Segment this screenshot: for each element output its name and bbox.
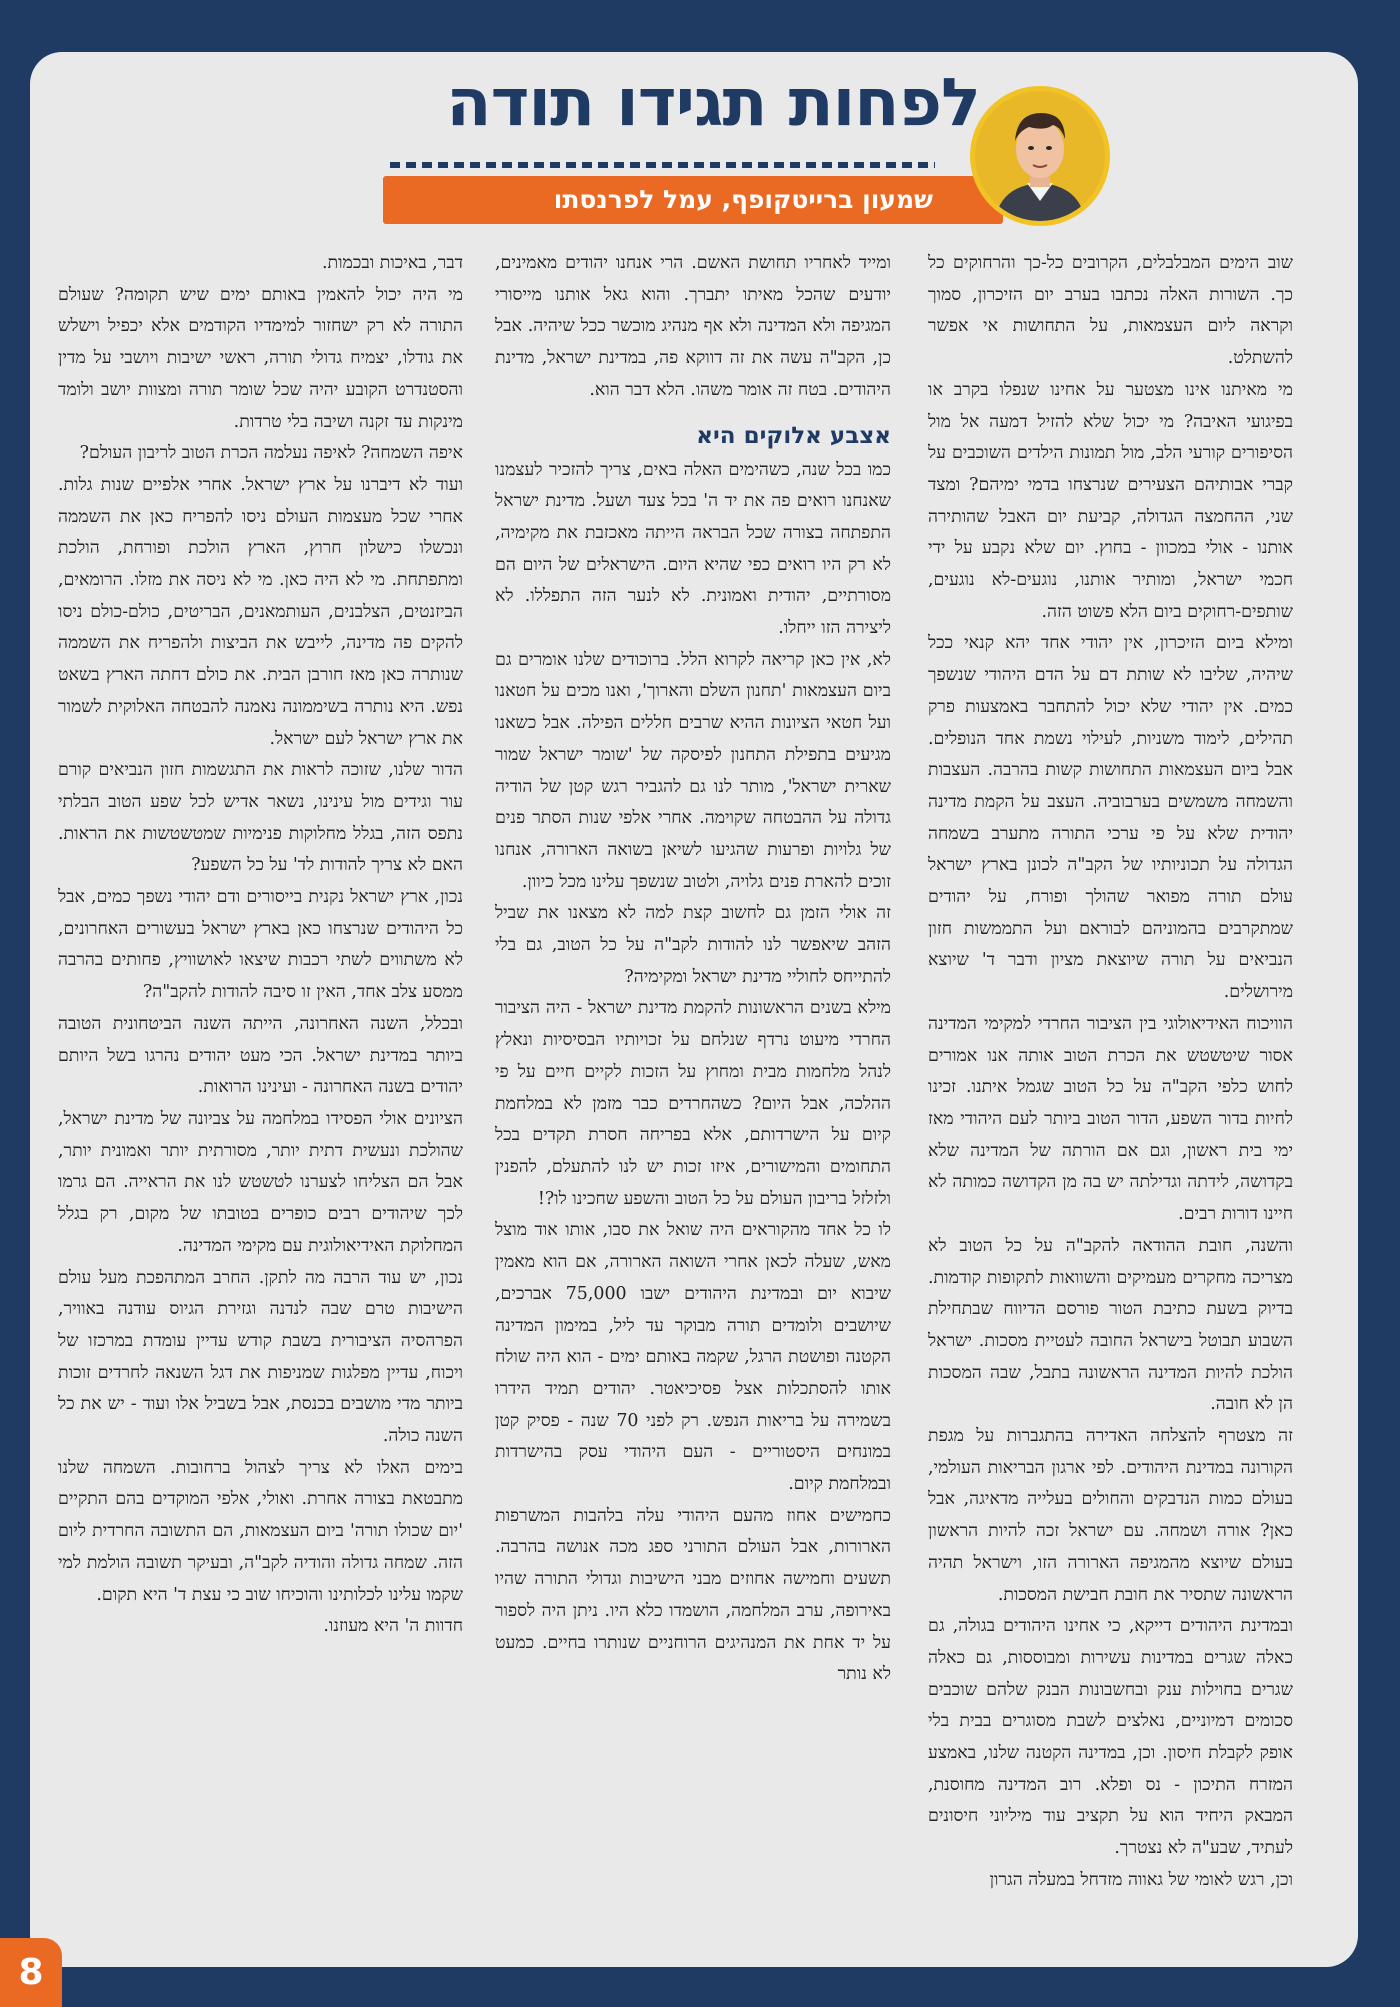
page-number: 8 <box>0 1938 62 2007</box>
paragraph: מי מאיתנו אינו מצטער על אחינו שנפלו בקרב או בפיגועי האיבה? מי יכול שלא להזיל דמעה אל מול הסיפורים קורעי הלב, מול תמונות הילדים השוכבים על קברי אבותיהם הצעירים שנרצחו בדמי ימיהם? ומצד שני, ההחמצה הגדולה, קביעת יום האבל שהותירה אותנו - אולי במכוון - בחוץ. יום שלא נקבע על ידי חכמי ישראל, ומותיר אותנו, נוגעים-לא נוגעים, שותפים-רחוקים ביום הלא פשוט הזה. <box>928 379 1293 622</box>
paragraph: וכן, רגש לאומי של גאווה מזדחל במעלה הגרון <box>989 1869 1293 1890</box>
paragraph: ועוד לא דיברנו על ארץ ישראל. אחרי אלפיים שנות גלות. אחרי שכל מעצמות העולם ניסו להפריח כאן את השממה ונכשלו כישלון חרוץ, הארץ הולכת ופורחת, הולכת ומתפתחת. מי לא היה כאן. מי לא ניסה את מזלו. הרומאים, הביזנטים, הצלבנים, העותמאנים, הבריטים, כולם-כולם ניסו להקים פה מדינה, לייבש את הביצות ולהפריח את השממה שנותרה כאן מאז חורבן הבית. את כולם דחתה הארץ בשאט נפש. היא נותרה בשיממונה נאמנה להבטחה האלוקית לשמור את ארץ ישראל לעם ישראל. <box>58 474 463 749</box>
article-title: לפחות תגידו תודה <box>446 64 980 141</box>
paragraph: לו כל אחד מהקוראים היה שואל את סבו, אותו אוד מוצל מאש, שעלה לכאן אחרי השואה הארורה, אם הוא מאמין שיבוא יום ובמדינת היהודים ישבו 75,000 אברכים, שיושבים ולומדים תורה מבוקר עד ליל, במימון המדינה הקטנה ופושטת הרגל, שקמה באותם ימים - הוא היה שולח אותו להסתכלות אצל פסיכיאטר. יהודים תמיד הידרו בשמירה על בריאות הנפש. רק לפני 70 שנה - פסיק קטן במונחים היסטוריים - העם היהודי עסק בהישרדות ובמלחמת קיום. <box>495 1220 891 1495</box>
column-right <box>928 248 1293 1953</box>
paragraph: כמו בכל שנה, כשהימים האלה באים, צריך להזכיר לעצמנו שאנחנו רואים פה את יד ה' בכל צעד ושעל. מדינת ישראל התפתחה בצורה שכל הבראה הייתה מאכזבת את מקימיה, לא רק היו רואים כפי שהיא היום. הישראלים של היום הם מסורתיים, יהודית ואמונית. לא לנער הזה התפללו. לא ליצירה הזו ייחלו. <box>495 459 891 639</box>
author-banner <box>383 176 1003 224</box>
column-left <box>58 248 463 1953</box>
section-heading: אצבע אלוקים היא <box>696 422 891 449</box>
paragraph: דבר, באיכות ובכמות. <box>321 253 463 273</box>
paragraph: כחמישים אחוז מהעם היהודי עלה בלהבות המשרפות הארורות, אבל העולם התורני ספג מכה אנושה בהרבה. תשעים וחמישה אחוזים מבני הישיבות וגדולי התורה שהיו באירופה, ערב המלחמה, הושמדו כלא היו. ניתן היה לספור על יד אחת את המנהיגים הרוחניים שנותרו בחיים. כמעט לא נותר <box>495 1505 891 1685</box>
paragraph: זה אולי הזמן גם לחשוב קצת למה לא מצאנו את שביל הזהב שיאפשר לנו להודות לקב"ה על כל הטוב, גם בלי להתייחס לחוליי מדינת ישראל ומקימיה? <box>495 903 891 987</box>
paragraph: נכון, ארץ ישראל נקנית בייסורים ודם יהודי נשפך כמים, אבל כל היהודים שנרצחו כאן בארץ ישראל בעשורים האחרונים, לא משתווים לשתי רכבות שיצאו לאושוויץ, פחותים בהרבה ממסע צלב אחד, האין זו סיבה להודות להקב"ה? <box>58 887 463 1003</box>
author-portrait-icon <box>970 86 1110 226</box>
paragraph: מילא בשנים הראשונות להקמת מדינת ישראל - היה הציבור החרדי מיעוט נרדף שנלחם על זכויותיו הבסיסיות ונאלץ לנהל מלחמות מבית ומחוץ על הזכות לקיים חיים על פי ההלכה, אבל היום? כשהחרדים כבר מזמן לא במלחמת קיום על הישרדותם, אלא בפריחה חסרת תקדים בכל התחומים והמישורים, איזו זכות יש לנו להתעלם, להפנין ולזלזל בריבון העולם על כל הטוב והשפע שחכינו לו?! <box>495 998 891 1209</box>
paragraph: הוויכוח האידיאולוגי בין הציבור החרדי למקימי המדינה אסור שיטשטש את הכרת הטוב אותה אנו אמורים לחוש כלפי הקב"ה על כל הטוב שגמל איתנו. זכינו לחיות בדור השפע, הדור הטוב ביותר לעם היהודי מאז ימי בית ראשון, וגם אם הורתה של המדינה שלא בקדושה, לידתה וגדילתה יש בה מן הקדושה כמותה לא חיינו דורות רבים. <box>928 1013 1293 1225</box>
paragraph: בימים האלו לא צריך לצהול ברחובות. השמחה שלנו מתבטאת בצורה אחרת. ואולי, אלפי המוקדים בהם התקיים 'יום שכולו תורה' ביום העצמאות, הם התשובה החרדית ליום הזה. שמחה גדולה והודיה לקב"ה, ובעיקר תשובה הולמת למי שקמו עלינו לכלותינו והוכיחו שוב כי עצת ד' היא תקום. <box>58 1457 463 1605</box>
author-byline: שמעון ברייטקופף, עמל לפרנסתו <box>553 185 933 214</box>
paragraph: ובמדינת היהודים דייקא, כי אחינו היהודים בגולה, גם כאלה שגרים במדינות עשירות ומבוססות, גם כאלה שגרים בחוילות ענק ובחשבונות הבנק שלהם שוכבים סכומים דמיוניים, נאלצים לשבת מסוגרים בבית בלי אופק לקבלת חיסון. וכן, במדינה הקטנה שלנו, באמצע המזרח התיכון - נס ופלא. רוב המדינה מחוסנת, המבאק היחיד הוא על תקציב עוד מיליוני חיסונים לעתיד, שבע"ה לא נצטרך. <box>928 1616 1293 1859</box>
paragraph: נכון, יש עוד הרבה מה לתקן. החרב המתהפכת מעל עולם הישיבות טרם שבה לנדנה וגזירת הגיוס עודנה באוויר, הפרהסיה הציבורית בשבת קודש עדיין עומדת במרכזו של ויכוח, עדיין מפלגות שמניפות את דגל השנאה לחרדים זוכות ביותר מדי מושבים בכנסת, אבל בשביל אלו ועוד - יש את כל השנה כולה. <box>58 1267 463 1447</box>
paragraph: חדוות ה' היא מעוזנו. <box>323 1616 463 1637</box>
paragraph: זה מצטרף להצלחה האדירה בהתגברות על מגפת הקורונה במדינת היהודים. לפי ארגון הבריאות העולמי, בעולם כמות הנדבקים והחולים בעלייה מדאיגה, אבל כאן? אורה ושמחה. עם ישראל זכה להיות הראשון בעולם שיוצא מהמגיפה הארורה הזו, וישראל תהיה הראשונה שתסיר את חובת חבישת המסכות. <box>928 1426 1293 1605</box>
paragraph: הדור שלנו, שזוכה לראות את התגשמות חזון הנביאים קורם עור וגידים מול עינינו, נשאר אדיש לכל שפע הטוב הבלתי נתפס הזה, בגלל מחלוקות פנימיות שמטשטשות את הראות. האם לא צריך להודות לד' על כל השפע? <box>58 760 463 876</box>
paragraph: מי היה יכול להאמין באותם ימים שיש תקומה? שעולם התורה לא רק ישחזור למימדיו הקודמים אלא יכפיל וישלש את גודלו, יצמיח גדולי תורה, ראשי ישיבות ויושבי על מדין והסטנדרט הקובע יהיה שכל שומר תורה ומצוות יושב ולומד מינקות עד זקנה ושיבה בלי טרדות. <box>58 284 463 432</box>
paragraph: ובכלל, השנה האחרונה, הייתה השנה הביטחונית הטובה ביותר במדינת ישראל. הכי מעט יהודים נהרגו בשל היותם יהודים בשנה האחרונה - ועינינו הרואות. <box>58 1013 463 1098</box>
paragraph: שוב הימים המבלבלים, הקרובים כל-כך והרחוקים כל כך. השורות האלה נכתבו בערב יום הזיכרון, סמוך וקראה ליום העצמאות, על התחושות אי אפשר להשתלט. <box>928 253 1293 369</box>
paragraph: הציונים אולי הפסידו במלחמה על צביונה של מדינת ישראל, שהולכת ונעשית דתית יותר, מסורתית יותר ואמונית יותר, אבל הם הצליחו לצערנו לטשטש לנו את הראייה. הם גרמו לכך שיהודים רבים כופרים בטובתו של מקום, רק בגלל המחלוקת האידיאולוגית עם מקימי המדינה. <box>58 1108 463 1256</box>
paragraph: ומייד לאחריו תחושת האשם. הרי אנחנו יהודים מאמינים, יודעים שהכל מאיתו יתברך. והוא גאל אותנו מייסורי המגיפה ולא המדינה ולא אף מנהיג מוכשר ככל שיהיה. אבל כן, הקב"ה עשה את זה דווקא פה, במדינת ישראל, מדינת היהודים. בטח זה אומר משהו. הלא דבר הוא. <box>495 253 891 400</box>
title-underline-decoration <box>390 162 935 168</box>
paragraph: ומילא ביום הזיכרון, אין יהודי אחד יהא קנאי ככל שיהיה, שליבו לא שותת דם על הדם היהודי שנשפך כמים. אין יהודי שלא יכול להתחבר באמצעות פרק תהילים, לימוד משניות, לעילוי נשמת אחד הנופלים. אבל ביום העצמאות התחושות קשות בהרבה. העצבות והשמחה משמשים בערבוביה. העצב על הקמת מדינה יהודית שלא על פי ערכי התורה מתערב בשמחה הגדולה על תכוניותיו של הקב"ה לכונן בארץ ישראל עולם תורה מפואר שהולך ופורח, על יהודים שמתקרבים בהמוניהם לבוראם ועל התממשות חזון הנביאים על תורה שיוצאת מציון ודבר ד' שיוצא מירושלים. <box>928 633 1293 1003</box>
article-body <box>0 248 1400 1953</box>
column-middle <box>495 248 891 1953</box>
top-navy-frame <box>0 0 1400 60</box>
paragraph: והשנה, חובת ההודאה להקב"ה על כל הטוב לא מצריכה מחקרים מעמיקים והשוואות לתקופות קודמות. בדיוק בשעת כתיבת הטור פורסם הדיווח שבתחילת השבוע תבוטל בישראל החובה לעטיית מסכות. ישראל הולכת להיות המדינה הראשונה בתבל, שבה המסכות הן לא חובה. <box>928 1235 1293 1415</box>
paragraph: איפה השמחה? לאיפה נעלמה הכרת הטוב לריבון העולם? <box>79 443 463 464</box>
paragraph: לא, אין כאן קריאה לקרוא הלל. ברוכודים שלנו אומרים גם ביום העצמאות 'תחנון השלם והארוך', ואנו מכים על חטאנו ועל חטאי הציונות ההיא שרבים חללים הפילה. אבל כשאנו מגיעים בתפילת התחנון לפיסקה של 'שומר ישראל שמור שארית ישראל', מותר לנו גם להגביר רגש קטן של הודיה גדולה על ההבטחה שקוימה. אחרי אלפי שנות הסתר פנים של גלויות ופרעות שהגיעו לשיאן בשואה הארורה, אנחנו זוכים להארת פנים גלויה, ולטוב שנשפך עלינו מכל כיוון. <box>495 649 891 892</box>
bottom-navy-bar <box>0 1968 1400 2007</box>
